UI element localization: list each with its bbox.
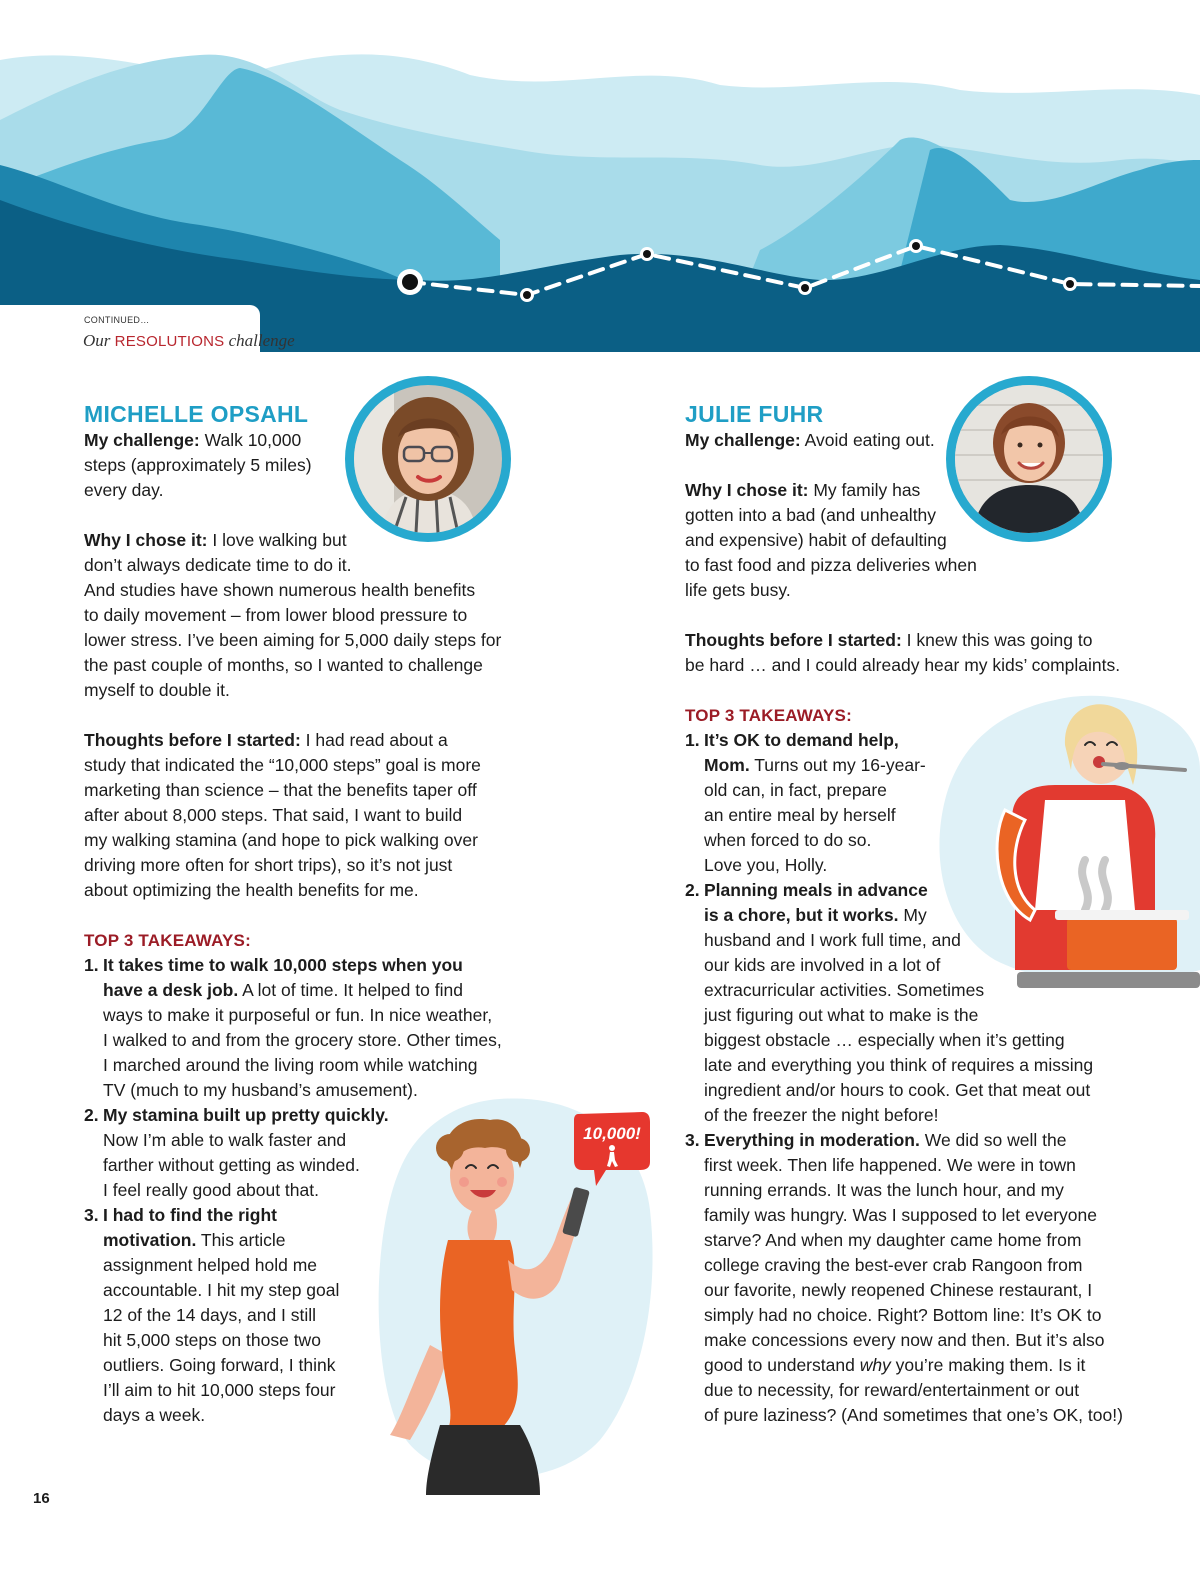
takeaway-heading: It’s OK to demand help, [704,730,899,750]
section-title-highlight: RESOLUTIONS [114,333,225,350]
why-text: to fast food and pizza deliveries when [685,555,977,575]
thoughts-text: my walking stamina (and hope to pick walking over [84,830,478,850]
takeaway-text: TV (much to my husband’s amusement). [103,1080,418,1100]
takeaway-number: 2. [84,1105,99,1125]
takeaway-heading: have a desk job. [103,980,239,1000]
takeaway-text: This article [196,1230,286,1250]
julie-challenge [685,428,1125,453]
why-text: life gets busy. [685,580,791,600]
takeaway-text: A lot of time. It helped to find [238,980,463,1000]
why-text: don’t always dedicate time to do it. [84,555,352,575]
takeaway-number: 2. [685,880,700,900]
takeaway-heading: is a chore, but it works. [704,905,899,925]
takeaway-text: 12 of the 14 days, and I still [103,1305,317,1325]
walking-woman-illustration [370,1090,670,1495]
thoughts-text: study that indicated the “10,000 steps” goal is more [84,755,481,775]
takeaway-text: My [898,905,927,925]
why-text: I love walking but [207,530,347,550]
continued-label: CONTINUED… [84,315,150,325]
takeaway-heading: My stamina built up pretty quickly. [103,1105,389,1125]
julie-thoughts [685,628,1125,678]
section-title [83,331,295,351]
section-title-suffix: challenge [228,331,295,350]
michelle-why [84,528,524,703]
takeaway-item [84,953,524,1103]
thoughts-text: I knew this was going to [901,630,1093,650]
challenge-text: Avoid eating out. [800,430,935,450]
takeaway-emphasis: why [859,1355,891,1375]
julie-takeaways-title: TOP 3 TAKEAWAYS: [685,706,852,725]
takeaway-text: due to necessity, for reward/entertainment or out [704,1380,1080,1400]
takeaway-text: outliers. Going forward, I think [103,1355,336,1375]
michelle-name: MICHELLE OPSAHL [84,401,309,427]
step-count-bubble-text: 10,000! [583,1124,641,1143]
challenge-label: My challenge: [84,430,200,450]
takeaway-text: running errands. It was the lunch hour, and my [704,1180,1064,1200]
takeaway-heading: It takes time to walk 10,000 steps when you [103,955,463,975]
thoughts-text: after about 8,000 steps. That said, I want to build [84,805,463,825]
takeaway-heading: I had to find the right [103,1205,278,1225]
thoughts-label: Thoughts before I started: [84,730,301,750]
why-text: gotten into a bad (and unhealthy [685,505,937,525]
takeaway-heading: Mom. [704,755,750,775]
takeaway-text: I’ll aim to hit 10,000 steps four [103,1380,336,1400]
takeaway-text: simply had no choice. Right? Bottom line: It’s OK to [704,1305,1102,1325]
why-text: My family has [808,480,921,500]
takeaway-text: I walked to and from the grocery store. Other times, [103,1030,502,1050]
challenge-text: Walk 10,000 [199,430,302,450]
why-text: the past couple of months, so I wanted to challenge [84,655,483,675]
takeaway-text: good to understand [704,1355,860,1375]
takeaway-text: old can, in fact, prepare [704,780,887,800]
why-label: Why I chose it: [84,530,208,550]
why-text: lower stress. I’ve been aiming for 5,000 daily steps for [84,630,502,650]
why-text: myself to double it. [84,680,230,700]
mountain-banner [0,0,1200,352]
takeaway-text: of the freezer the night before! [704,1105,939,1125]
takeaway-text: accountable. I hit my step goal [103,1280,340,1300]
takeaway-text: hit 5,000 steps on those two [103,1330,321,1350]
takeaway-text: our favorite, newly reopened Chinese restaurant, I [704,1280,1093,1300]
michelle-takeaways-title: TOP 3 TAKEAWAYS: [84,931,251,950]
why-text: to daily movement – from lower blood pressure to [84,605,468,625]
takeaway-text: husband and I work full time, and [704,930,961,950]
takeaway-item [685,1128,1125,1428]
takeaway-text: you’re making them. Is it [890,1355,1086,1375]
takeaway-text: when forced to do so. [704,830,872,850]
julie-name: JULIE FUHR [685,401,824,427]
takeaway-text: We did so well the [919,1130,1067,1150]
michelle-thoughts [84,728,524,903]
takeaway-text: farther without getting as winded. [103,1155,360,1175]
challenge-label: My challenge: [685,430,801,450]
takeaway-heading: Planning meals in advance [704,880,928,900]
takeaway-number: 1. [685,730,700,750]
takeaway-text: days a week. [103,1405,206,1425]
takeaway-text: Love you, Holly. [704,855,828,875]
takeaway-text: just figuring out what to make is the [704,1005,979,1025]
why-label: Why I chose it: [685,480,809,500]
takeaway-text: starve? And when my daughter came home from [704,1230,1082,1250]
takeaway-text: assignment helped hold me [103,1255,318,1275]
challenge-text: steps (approximately 5 miles) [84,455,312,475]
thoughts-text: driving more often for short trips), so it’s not just [84,855,453,875]
page-number: 16 [33,1490,50,1507]
takeaway-text: I marched around the living room while watching [103,1055,478,1075]
takeaway-heading: Everything in moderation. [704,1130,920,1150]
takeaway-text: make concessions every now and then. But it’s also [704,1330,1105,1350]
takeaway-heading: motivation. [103,1230,197,1250]
takeaway-number: 3. [685,1130,700,1150]
takeaway-text: an entire meal by herself [704,805,896,825]
thoughts-text: I had read about a [300,730,448,750]
michelle-challenge [84,428,524,503]
cooking-woman-illustration [935,690,1200,990]
takeaway-text: I feel really good about that. [103,1180,319,1200]
takeaway-text: family was hungry. Was I supposed to let everyone [704,1205,1097,1225]
thoughts-text: marketing than science – that the benefits taper off [84,780,477,800]
thoughts-text: about optimizing the health benefits for me. [84,880,419,900]
takeaway-text: of pure laziness? (And sometimes that one’s OK, too!) [704,1405,1123,1425]
takeaway-text: ingredient and/or hours to cook. Get that meat out [704,1080,1091,1100]
thoughts-text: be hard … and I could already hear my kids’ complaints. [685,655,1121,675]
julie-why [685,478,1125,603]
why-text: and expensive) habit of defaulting [685,530,947,550]
takeaway-number: 3. [84,1205,99,1225]
takeaway-text: our kids are involved in a lot of [704,955,941,975]
takeaway-text: college craving the best-ever crab Rangoon from [704,1255,1083,1275]
takeaway-text: ways to make it purposeful or fun. In nice weather, [103,1005,493,1025]
thoughts-label: Thoughts before I started: [685,630,902,650]
takeaway-text: first week. Then life happened. We were in town [704,1155,1076,1175]
takeaway-text: late and everything you think of requires a missing [704,1055,1094,1075]
takeaway-text: Turns out my 16-year- [749,755,926,775]
section-title-prefix: Our [83,331,111,350]
takeaway-text: extracurricular activities. Sometimes [704,980,985,1000]
why-text: And studies have shown numerous health benefits [84,580,476,600]
challenge-text: every day. [84,480,164,500]
takeaway-text: Now I’m able to walk faster and [103,1130,347,1150]
takeaway-number: 1. [84,955,99,975]
takeaway-text: biggest obstacle … especially when it’s getting [704,1030,1065,1050]
